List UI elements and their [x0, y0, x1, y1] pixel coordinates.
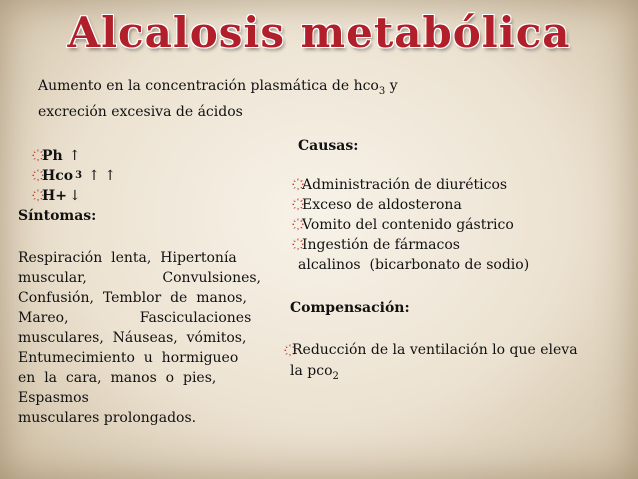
causa-label: Vomito del contenido gástrico: [302, 217, 514, 233]
compensacion-text: [290, 340, 610, 387]
causa-item: [298, 175, 598, 195]
intro-line2: excreción excesiva de ácidos: [38, 103, 243, 120]
causa-label: Exceso de aldosterona: [302, 197, 462, 213]
causas-heading: Causas:: [298, 138, 359, 154]
causa-item: [298, 215, 598, 235]
sintomas-line: musculares, Náuseas, vómitos,: [18, 330, 247, 346]
param-label: H+: [42, 188, 67, 204]
params-list: [38, 146, 116, 206]
param-sub: 3: [75, 170, 83, 181]
causa-label: Ingestión de fármacos: [302, 237, 460, 253]
arrow-up-icon: ↑ ↑: [88, 168, 116, 184]
sintomas-line: musculares prolongados.: [18, 410, 197, 426]
arrow-down-icon: ↓: [68, 188, 81, 204]
sintomas-heading: Síntomas:: [18, 208, 97, 224]
param-h: [38, 186, 116, 206]
causa-continuation: alcalinos (bicarbonato de sodio): [298, 257, 530, 273]
sintomas-text: [18, 248, 262, 428]
causa-item: [298, 235, 598, 255]
sintomas-line: Entumecimiento u hormigueo: [18, 350, 239, 366]
arrow-up-icon: ↑: [68, 148, 81, 164]
sintomas-line: Espasmos: [18, 390, 89, 406]
intro-line1-end: y: [385, 78, 398, 94]
param-label: Hco: [42, 168, 74, 184]
sintomas-line: Respiración lenta, Hipertonía: [18, 250, 237, 266]
intro-sub: 3: [378, 85, 386, 97]
causa-item: [298, 195, 598, 215]
compensacion-line1: Reducción de la ventilación lo que eleva: [292, 342, 578, 358]
param-ph: [38, 146, 116, 166]
causa-label: Administración de diuréticos: [302, 177, 508, 193]
slide-title: Alcalosis metabólica: [67, 8, 571, 57]
sintomas-line: Mareo, Fasciculaciones: [18, 310, 252, 326]
sintomas-line: en la cara, manos o pies,: [18, 370, 217, 386]
causas-list: [298, 175, 598, 275]
intro-line1: Aumento en la concentración plasmática de hco: [38, 78, 379, 94]
compensacion-sub: 2: [332, 370, 339, 382]
sintomas-line: muscular, Convulsiones,: [18, 270, 262, 286]
intro-text: [38, 76, 458, 122]
compensacion-heading: Compensación:: [290, 300, 410, 316]
param-hco3: [38, 166, 116, 186]
param-label: Ph: [42, 148, 63, 164]
sintomas-line: Confusión, Temblor de manos,: [18, 290, 247, 306]
compensacion-line2: la pco: [290, 363, 333, 379]
